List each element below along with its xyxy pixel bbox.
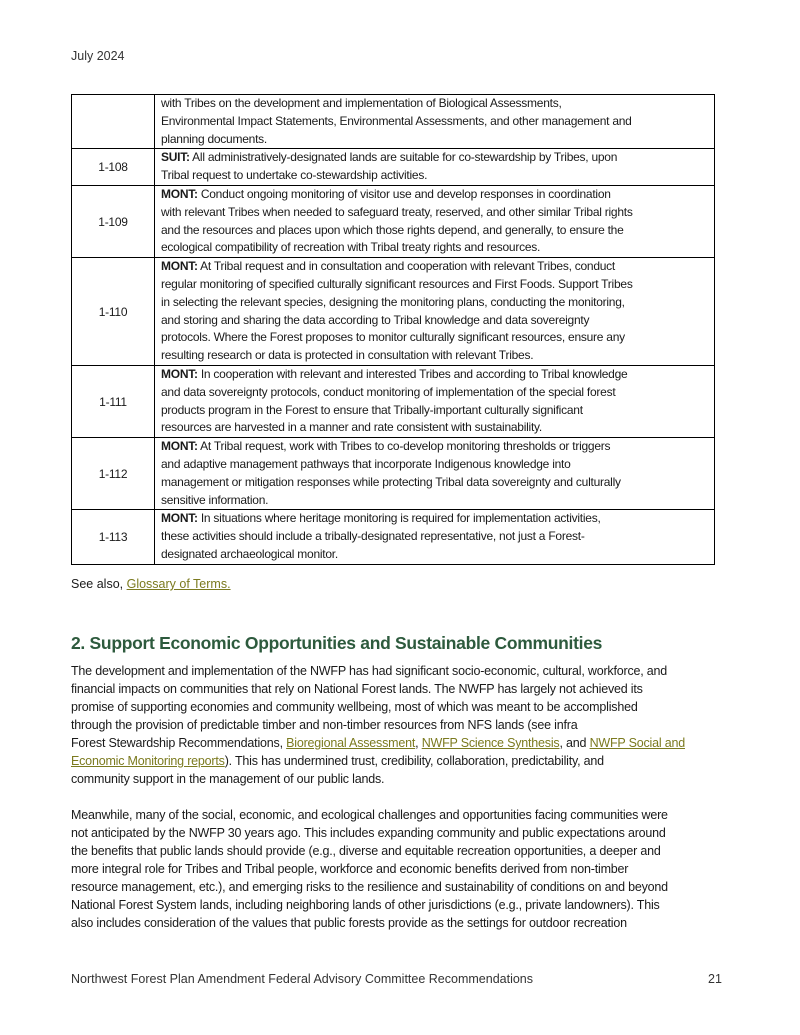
text-line bbox=[161, 149, 708, 167]
rec-text bbox=[155, 365, 715, 437]
text-line: not anticipated by the NWFP 30 years ago. This includes expanding community and public expectations around bbox=[71, 826, 666, 840]
text-line bbox=[161, 204, 708, 222]
rec-text bbox=[155, 510, 715, 564]
text: these activities should include a tribally-designated representative, not just a Forest- bbox=[161, 529, 585, 544]
text-line bbox=[71, 752, 685, 770]
text: protocols. Where the Forest proposes to monitor culturally significant resources, ensure any bbox=[161, 330, 625, 345]
text: sensitive information. bbox=[161, 492, 269, 507]
text-line bbox=[161, 510, 708, 528]
text-line bbox=[161, 456, 708, 474]
see-also-prefix: See also, bbox=[71, 577, 127, 591]
rec-id: 1-113 bbox=[72, 510, 155, 564]
text-line: promise of supporting economies and community wellbeing, most of which was meant to be accomplished bbox=[71, 700, 638, 714]
table-row bbox=[72, 95, 715, 149]
text-line bbox=[161, 384, 708, 402]
text-line bbox=[161, 347, 708, 365]
text: with Tribes on the development and implementation of Biological Assessments, bbox=[161, 96, 562, 110]
text-line bbox=[161, 329, 708, 347]
text-line bbox=[71, 734, 685, 752]
text-line bbox=[161, 276, 708, 294]
glossary-link[interactable]: Glossary of Terms. bbox=[126, 577, 231, 591]
text-line: community support in the management of our public lands. bbox=[71, 772, 385, 786]
text-line bbox=[161, 366, 708, 384]
monitoring-reports-link[interactable]: NWFP Social and bbox=[589, 736, 685, 750]
text-line bbox=[161, 186, 708, 204]
text: resulting research or data is protected in consultation with relevant Tribes. bbox=[161, 348, 534, 363]
rec-type-label: MONT: bbox=[161, 186, 198, 201]
text: At Tribal request, work with Tribes to co-develop monitoring thresholds or triggers bbox=[197, 439, 611, 454]
text: management or mitigation responses while protecting Tribal data sovereignty and culturally bbox=[161, 474, 621, 489]
rec-id: 1-109 bbox=[72, 185, 155, 257]
text-line bbox=[161, 312, 708, 330]
text: products program in the Forest to ensure that Tribally-important culturally significant bbox=[161, 402, 583, 417]
text-line bbox=[161, 113, 708, 131]
science-synthesis-link[interactable]: NWFP Science Synthesis bbox=[421, 736, 560, 750]
page-number: 21 bbox=[708, 972, 722, 986]
bioregional-assessment-link[interactable]: Bioregional Assessment bbox=[286, 736, 416, 750]
rec-text bbox=[155, 149, 715, 186]
rec-id: 1-110 bbox=[72, 258, 155, 366]
text: regular monitoring of specified culturally significant resources and First Foods. Support Tribes bbox=[161, 276, 633, 291]
text: Conduct ongoing monitoring of visitor use and develop responses in coordination bbox=[197, 186, 611, 201]
rec-id bbox=[72, 95, 155, 149]
text: Forest Stewardship Recommendations, bbox=[71, 736, 287, 750]
text-line: also includes consideration of the values that public forests provide as the settings for outdoor recreation bbox=[71, 916, 627, 930]
paragraph-1 bbox=[71, 662, 685, 788]
text-line: Meanwhile, many of the social, economic, and ecological challenges and opportunities facing communities were bbox=[71, 808, 668, 822]
text: Environmental Impact Statements, Environmental Assessments, and other management and bbox=[161, 113, 632, 128]
rec-type-label: MONT: bbox=[161, 511, 198, 526]
monitoring-reports-link-cont[interactable]: Economic Monitoring reports bbox=[71, 754, 225, 768]
text-line bbox=[161, 492, 708, 510]
table-row bbox=[72, 510, 715, 564]
text: in selecting the relevant species, designing the monitoring plans, conducting the monitoring, bbox=[161, 294, 625, 309]
text: At Tribal request and in consultation and cooperation with relevant Tribes, conduct bbox=[197, 259, 616, 274]
table-row bbox=[72, 149, 715, 186]
text: In situations where heritage monitoring is required for implementation activities, bbox=[197, 511, 601, 526]
text-line bbox=[161, 474, 708, 492]
text-line: the benefits that public lands should provide (e.g., diverse and equitable recreation opportunities, a deeper and bbox=[71, 844, 661, 858]
rec-type-label: SUIT: bbox=[161, 150, 190, 165]
rec-type-label: MONT: bbox=[161, 439, 198, 454]
rec-text bbox=[155, 438, 715, 510]
text: ). This has undermined trust, credibility, collaboration, predictability, and bbox=[224, 754, 604, 768]
rec-text bbox=[155, 185, 715, 257]
text: ecological compatibility of recreation with Tribal treaty rights and resources. bbox=[161, 240, 541, 255]
text: and the resources and places upon which those rights depend, and generally, to ensure the bbox=[161, 222, 624, 237]
text: In cooperation with relevant and interested Tribes and according to Tribal knowledge bbox=[197, 366, 628, 381]
footer-title: Northwest Forest Plan Amendment Federal Advisory Committee Recommendations bbox=[71, 972, 533, 986]
text-line bbox=[161, 222, 708, 240]
text: designated archaeological monitor. bbox=[161, 546, 338, 561]
text-line: through the provision of predictable timber and non-timber resources from NFS lands (see infra bbox=[71, 718, 578, 732]
recommendations-table bbox=[71, 94, 715, 565]
rec-id: 1-111 bbox=[72, 365, 155, 437]
rec-id: 1-108 bbox=[72, 149, 155, 186]
text: resources are harvested in a manner and rate consistent with sustainability. bbox=[161, 420, 542, 435]
text-line bbox=[161, 131, 708, 149]
text: with relevant Tribes when needed to safeguard treaty, reserved, and other similar Tribal rights bbox=[161, 204, 633, 219]
text: , bbox=[415, 736, 422, 750]
rec-type-label: MONT: bbox=[161, 366, 198, 381]
text-line: resource management, etc.), and emerging risks to the resilience and sustainability of conditions on and beyond bbox=[71, 880, 668, 894]
paragraph-2 bbox=[71, 806, 668, 932]
rec-id: 1-112 bbox=[72, 438, 155, 510]
rec-text bbox=[155, 95, 715, 149]
text-line bbox=[161, 528, 708, 546]
text: All administratively-designated lands are suitable for co-stewardship by Tribes, upon bbox=[189, 150, 618, 165]
text-line bbox=[161, 419, 708, 437]
text: and data sovereignty protocols, conduct monitoring of implementation of the special forest bbox=[161, 384, 616, 399]
rec-text bbox=[155, 258, 715, 366]
text: and adaptive management pathways that incorporate Indigenous knowledge into bbox=[161, 456, 571, 471]
table-row bbox=[72, 185, 715, 257]
text: , and bbox=[559, 736, 590, 750]
header-date: July 2024 bbox=[71, 49, 125, 63]
text-line: more integral role for Tribes and Tribal people, workforce and economic benefits derived from non-timber bbox=[71, 862, 629, 876]
text: and storing and sharing the data according to Tribal knowledge and data sovereignty bbox=[161, 312, 590, 327]
text-line bbox=[161, 258, 708, 276]
text: planning documents. bbox=[161, 131, 267, 146]
text-line bbox=[161, 95, 708, 113]
text-line bbox=[161, 546, 708, 564]
text-line bbox=[161, 294, 708, 312]
text-line bbox=[161, 402, 708, 420]
rec-type-label: MONT: bbox=[161, 259, 198, 274]
table-row bbox=[72, 438, 715, 510]
text-line bbox=[161, 239, 708, 257]
see-also bbox=[71, 577, 231, 591]
text-line bbox=[161, 438, 708, 456]
table-row bbox=[72, 258, 715, 366]
text-line: financial impacts on communities that rely on National Forest lands. The NWFP has largely not achieved its bbox=[71, 682, 643, 696]
table-row bbox=[72, 365, 715, 437]
text-line: National Forest System lands, including neighboring lands of other jurisdictions (e.g., private landowners). This bbox=[71, 898, 660, 912]
text-line bbox=[161, 167, 708, 185]
text-line: The development and implementation of the NWFP has had significant socio-economic, cultural, workforce, and bbox=[71, 664, 668, 678]
text: Tribal request to undertake co-stewardship activities. bbox=[161, 168, 428, 183]
section-heading: 2. Support Economic Opportunities and Sustainable Communities bbox=[71, 633, 603, 653]
